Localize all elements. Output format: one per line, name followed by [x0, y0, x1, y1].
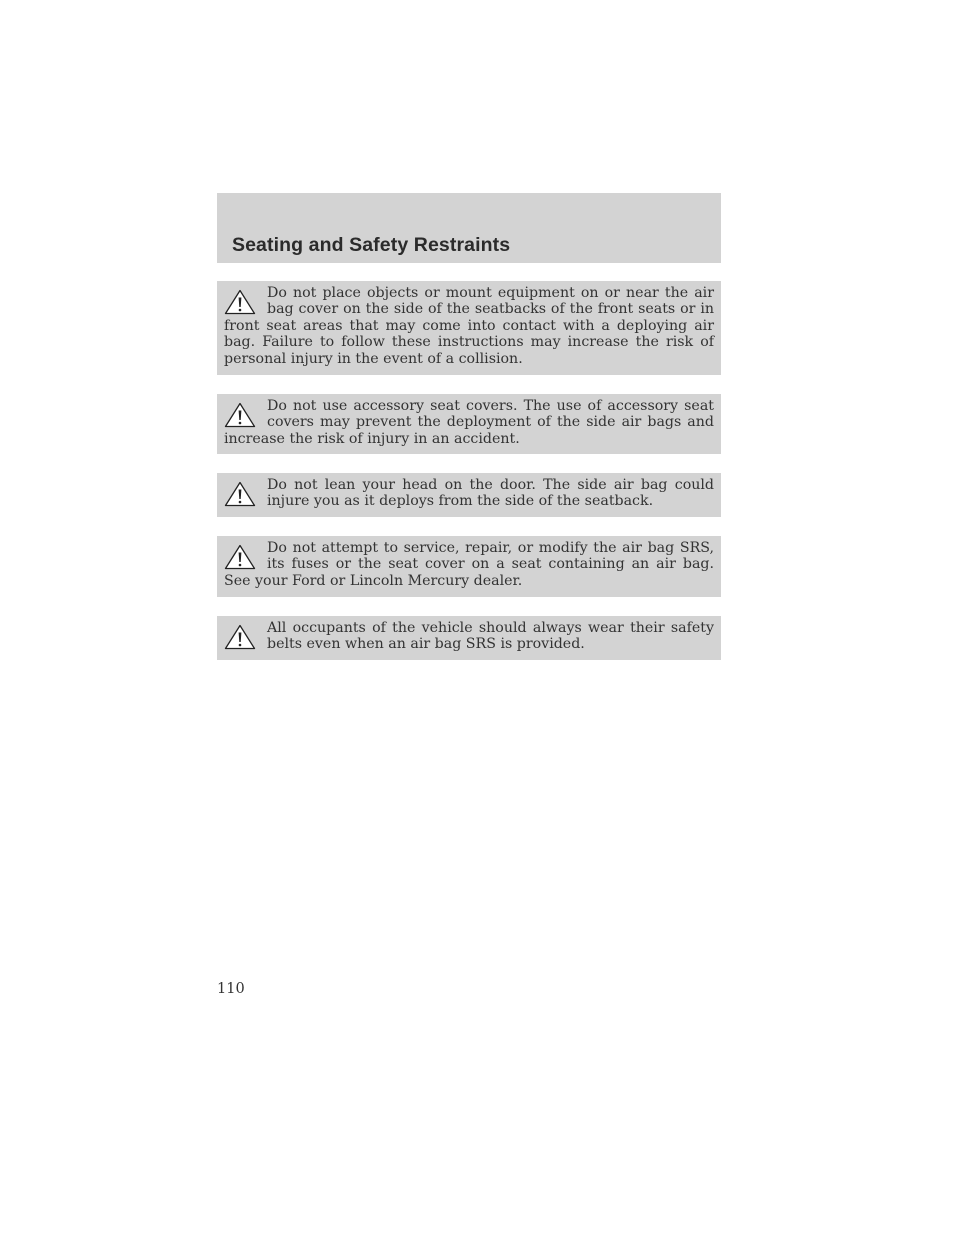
- warning-box: [217, 394, 721, 454]
- warning-text: Do not lean your head on the door. The side air bag could injure you as it deploys from the side of the seatback.: [267, 477, 714, 510]
- warning-text: Do not place objects or mount equipment on or near the air bag cover on the side of the seatbacks of the front seats or in front seat areas that may come into contact with a deploying air bag. Failure to follow these instructions may increase the risk of personal injury in the event of a collision.: [224, 285, 714, 367]
- warning-box: [217, 616, 721, 660]
- warning-triangle-icon: [224, 289, 256, 315]
- warning-triangle-icon: [224, 402, 256, 428]
- warning-triangle-icon: [224, 624, 256, 650]
- page-number: 110: [217, 981, 245, 997]
- warning-triangle-icon: [224, 544, 256, 570]
- warning-box: [217, 281, 721, 375]
- section-title: Seating and Safety Restraints: [232, 234, 511, 256]
- warning-text: Do not use accessory seat covers. The use of accessory seat covers may prevent the deployment of the side air bags and increase the risk of injury in an accident.: [224, 398, 714, 447]
- warning-text: All occupants of the vehicle should always wear their safety belts even when an air bag SRS is provided.: [267, 620, 714, 653]
- warning-text: Do not attempt to service, repair, or modify the air bag SRS, its fuses or the seat cover on a seat containing an air bag. See your Ford or Lincoln Mercury dealer.: [224, 540, 714, 589]
- section-header: [217, 193, 721, 263]
- warning-triangle-icon: [224, 481, 256, 507]
- warning-box: [217, 536, 721, 597]
- warning-box: [217, 473, 721, 517]
